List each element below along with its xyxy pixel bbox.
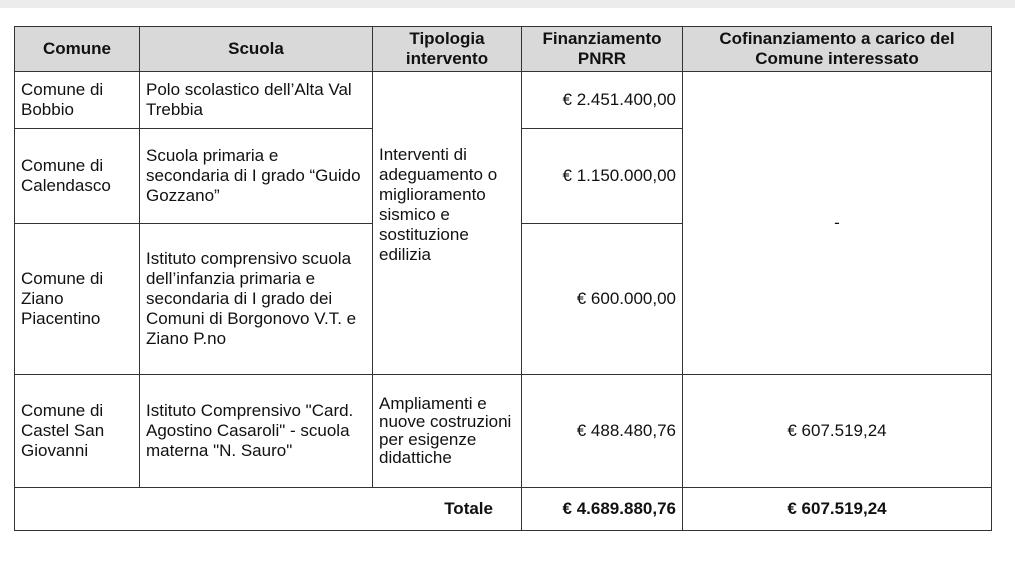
cell-finanziamento: € 488.480,76 <box>522 375 683 488</box>
cell-comune: Comune di Castel San Giovanni <box>15 375 140 488</box>
total-row <box>15 488 992 531</box>
cell-cofinanziamento: € 607.519,24 <box>683 375 992 488</box>
top-bar <box>0 0 1015 8</box>
cell-cofinanziamento-merged: - <box>683 72 992 375</box>
total-label: Totale <box>15 488 522 531</box>
cell-comune: Comune di Calendasco <box>15 129 140 224</box>
financing-table <box>14 26 992 531</box>
cell-scuola: Istituto Comprensivo "Card. Agostino Casaroli" - scuola materna "N. Sauro" <box>140 375 373 488</box>
tipologia-merged-text: Interventi di adeguamento o miglioramento sismico e sostituzione edilizia <box>379 145 498 264</box>
header-row <box>15 27 992 72</box>
cell-comune: Comune di Bobbio <box>15 72 140 129</box>
table-row <box>15 72 992 129</box>
cell-finanziamento: € 1.150.000,00 <box>522 129 683 224</box>
cell-tipologia: Ampliamenti e nuove costruzioni per esigenze didattiche <box>373 375 522 488</box>
header-finanziamento: Finanziamento PNRR <box>522 27 683 72</box>
table-row <box>15 375 992 488</box>
total-cofinanziamento: € 607.519,24 <box>683 488 992 531</box>
header-scuola: Scuola <box>140 27 373 72</box>
cell-finanziamento: € 2.451.400,00 <box>522 72 683 129</box>
header-comune: Comune <box>15 27 140 72</box>
cell-scuola: Polo scolastico dell’Alta Val Trebbia <box>140 72 373 129</box>
total-finanziamento: € 4.689.880,76 <box>522 488 683 531</box>
cell-tipologia-merged <box>373 72 522 375</box>
header-tipologia: Tipologia intervento <box>373 27 522 72</box>
header-cofinanziamento: Cofinanziamento a carico del Comune interessato <box>683 27 992 72</box>
cell-finanziamento: € 600.000,00 <box>522 224 683 375</box>
cell-scuola: Istituto comprensivo scuola dell’infanzia primaria e secondaria di I grado dei Comuni di Borgonovo V.T. e Ziano P.no <box>140 224 373 375</box>
cell-comune: Comune di Ziano Piacentino <box>15 224 140 375</box>
cell-scuola: Scuola primaria e secondaria di I grado “Guido Gozzano” <box>140 129 373 224</box>
